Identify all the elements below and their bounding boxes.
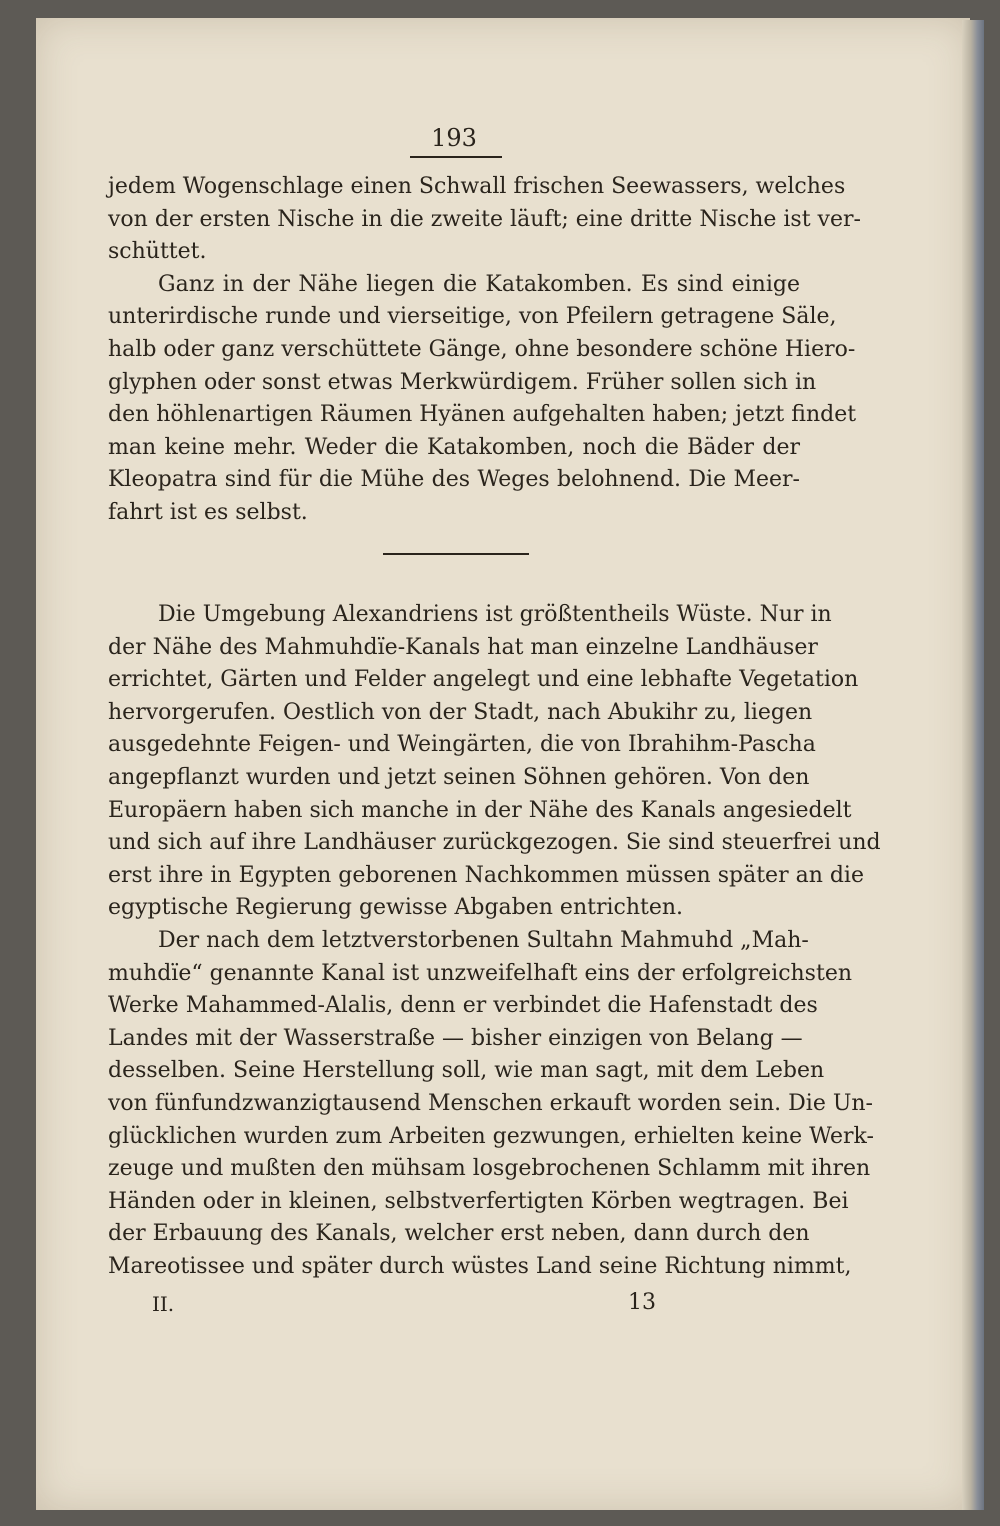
text-line: von der ersten Nische in die zweite läuft; eine dritte Nische ist ver- (108, 206, 861, 232)
text-line: man keine mehr. Weder die Katakomben, noch die Bäder der (108, 434, 800, 460)
text-line: hervorgerufen. Oestlich von der Stadt, nach Abukihr zu, liegen (108, 699, 813, 725)
paragraph-block-2 (108, 599, 881, 1283)
text-line: schüttet. (108, 239, 207, 265)
text-line: Die Umgebung Alexandriens ist größtentheils Wüste. Nur in (158, 602, 832, 627)
text-line: Ganz in der Nähe liegen die Katakomben. Es sind einige (158, 271, 800, 297)
text-line: der Nähe des Mahmuhdïe-Kanals hat man einzelne Landhäuser (108, 634, 818, 660)
text-line: ausgedehnte Feigen- und Weingärten, die von Ibrahihm-Pascha (108, 732, 816, 758)
text-line: glyphen oder sonst etwas Merkwürdigem. Früher sollen sich in (108, 369, 817, 395)
page-edge (962, 20, 984, 1510)
text-line: angepflanzt wurden und jetzt seinen Söhnen gehören. Von den (108, 764, 810, 790)
text-line: errichtet, Gärten und Felder angelegt und eine lebhafte Vegetation (108, 667, 859, 693)
signature-mark: II. (152, 1292, 175, 1316)
text-line: Kleopatra sind für die Mühe des Weges belohnend. Die Meer- (108, 467, 800, 493)
text-line: Europäern haben sich manche in der Nähe des Kanals angesiedelt (108, 797, 852, 823)
text-line: halb oder ganz verschüttete Gänge, ohne besondere schöne Hiero- (108, 336, 856, 362)
text-line: desselben. Seine Herstellung soll, wie man sagt, mit dem Leben (108, 1058, 825, 1084)
text-line: unterirdische runde und vierseitige, von Pfeilern getragene Säle, (108, 304, 837, 330)
text-line: und sich auf ihre Landhäuser zurückgezogen. Sie sind steuerfrei und (108, 830, 881, 856)
text-line: glücklichen wurden zum Arbeiten gezwungen, erhielten keine Werk- (108, 1123, 874, 1149)
page-number: 193 (431, 124, 477, 152)
text-line: von fünfundzwanzigtausend Menschen erkauft worden sein. Die Un- (108, 1090, 873, 1116)
text-line: Landes mit der Wasserstraße — bisher einzigen von Belang — (108, 1025, 803, 1051)
text-line: der Erbauung des Kanals, welcher erst neben, dann durch den (108, 1221, 810, 1247)
text-line: Werke Mahammed-Alalis, denn er verbindet die Hafenstadt des (108, 993, 818, 1019)
text-line: jedem Wogenschlage einen Schwall frischen Seewassers, welches (108, 174, 846, 199)
text-line: Der nach dem letztverstorbenen Sultahn Mahmuhd „Mah- (158, 927, 809, 953)
sheet-number: 13 (628, 1290, 656, 1315)
text-line: fahrt ist es selbst. (108, 499, 308, 525)
text-line: Händen oder in kleinen, selbstverfertigten Körben wegtragen. Bei (108, 1188, 849, 1214)
text-line: egyptische Regierung gewisse Abgaben entrichten. (108, 895, 684, 921)
text-line: Mareotissee und später durch wüstes Land seine Richtung nimmt, (108, 1253, 852, 1279)
paragraph-block-1 (108, 171, 861, 530)
text-line: den höhlenartigen Räumen Hyänen aufgehalten haben; jetzt findet (108, 402, 857, 428)
text-line: zeuge und mußten den mühsam losgebrochenen Schlamm mit ihren (108, 1156, 871, 1182)
header-rule (410, 156, 502, 158)
section-divider (383, 553, 529, 555)
text-line: erst ihre in Egypten geborenen Nachkommen müssen später an die (108, 862, 864, 888)
text-line: muhdïe“ genannte Kanal ist unzweifelhaft eins der erfolgreichsten (108, 960, 853, 986)
